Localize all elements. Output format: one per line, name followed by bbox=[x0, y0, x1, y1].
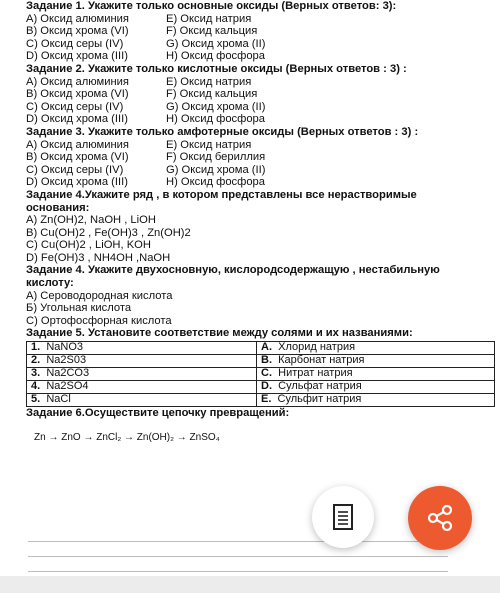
option: А) Оксид алюминия bbox=[26, 12, 129, 25]
table-cell: E. Сульфит натрия bbox=[257, 394, 495, 407]
option: Е) Оксид натрия bbox=[166, 12, 252, 25]
task-6 bbox=[26, 407, 496, 444]
option: H) Оксид фосфора bbox=[166, 113, 266, 126]
task-1 bbox=[26, 0, 496, 63]
share-icon bbox=[425, 503, 455, 533]
task-3-row bbox=[26, 176, 496, 189]
option: А) Оксид алюминия bbox=[26, 75, 129, 88]
option: С) Оксид серы (IV) bbox=[26, 163, 124, 176]
task-3-row bbox=[26, 164, 496, 177]
table-row bbox=[27, 368, 495, 381]
task-3-title: Задание 3. Укажите только амфотерные оксиды (Верных ответов : 3) : bbox=[26, 125, 419, 138]
table-row bbox=[27, 355, 495, 368]
task-1-row bbox=[26, 50, 496, 63]
option: F) Оксид бериллия bbox=[166, 151, 266, 164]
option: А) Сероводородная кислота bbox=[26, 289, 173, 302]
share-button[interactable] bbox=[408, 486, 472, 550]
task-4-bases bbox=[26, 189, 496, 265]
answer-line bbox=[28, 556, 448, 557]
table-row bbox=[27, 381, 495, 394]
conversion-chain: Zn → ZnO → ZnCl₂ → Zn(OH)₂ → ZnSO₄ bbox=[34, 431, 220, 443]
option: F) Оксид кальция bbox=[166, 88, 258, 101]
task-4-acid bbox=[26, 264, 496, 327]
task-2-title: Задание 2. Укажите только кислотные оксиды (Верных ответов : 3) : bbox=[26, 62, 407, 75]
table-cell: D. Сульфат натрия bbox=[257, 381, 495, 394]
option: G) Оксид хрома (II) bbox=[166, 37, 266, 50]
option: В) Оксид хрома (VI) bbox=[26, 151, 129, 164]
table-cell: 2. Na2S03 bbox=[27, 355, 257, 368]
option: A) Zn(OH)2, NaOH , LiOH bbox=[26, 214, 156, 227]
task-3-row bbox=[26, 139, 496, 152]
table-row bbox=[27, 394, 495, 407]
task-5-title: Задание 5. Установите соответствие между солями и их названиями: bbox=[26, 327, 413, 340]
task-4-bases-title: Задание 4.Укажите ряд , в котором представлены все нерастворимые основания: bbox=[26, 188, 417, 214]
option: H) Оксид фосфора bbox=[166, 176, 266, 189]
task-2-row bbox=[26, 113, 496, 126]
table-cell: 5. NaCl bbox=[27, 394, 257, 407]
task-2-row bbox=[26, 76, 496, 89]
task-1-row bbox=[26, 38, 496, 51]
answer-line bbox=[28, 541, 448, 542]
footer-bar bbox=[0, 576, 500, 593]
option: А) Оксид алюминия bbox=[26, 138, 129, 151]
task-2-row bbox=[26, 88, 496, 101]
option: В) Оксид хрома (VI) bbox=[26, 25, 129, 38]
option: F) Оксид кальция bbox=[166, 25, 258, 38]
table-cell: B. Карбонат натрия bbox=[257, 355, 495, 368]
option: D) Fe(OH)3 , NH4OH ,NaOH bbox=[26, 251, 171, 264]
salts-table bbox=[26, 341, 495, 407]
option: С) Оксид серы (IV) bbox=[26, 100, 124, 113]
table-cell: 3. Na2CO3 bbox=[27, 368, 257, 381]
task-3-row bbox=[26, 151, 496, 164]
option: С) Оксид серы (IV) bbox=[26, 37, 124, 50]
table-cell: C. Нитрат натрия bbox=[257, 368, 495, 381]
option: В) Оксид хрома (VI) bbox=[26, 88, 129, 101]
task-4-acid-title: Задание 4. Укажите двухосновную, кислородсодержащую , нестабильную кислоту: bbox=[26, 264, 440, 290]
option: H) Оксид фосфора bbox=[166, 50, 266, 63]
option: C) Cu(OH)2 , LiOH, KOH bbox=[26, 239, 151, 252]
table-row bbox=[27, 342, 495, 355]
option: Е) Оксид натрия bbox=[166, 75, 252, 88]
option: G) Оксид хрома (II) bbox=[166, 100, 266, 113]
option: D) Оксид хрома (III) bbox=[26, 50, 128, 63]
document-icon bbox=[332, 503, 354, 531]
table-cell: A. Хлорид натрия bbox=[257, 342, 495, 355]
option: Б) Угольная кислота bbox=[26, 302, 132, 315]
task-1-row bbox=[26, 25, 496, 38]
document bbox=[26, 0, 496, 444]
document-button[interactable] bbox=[312, 486, 374, 548]
task-1-title: Задание 1. Укажите только основные оксиды (Верных ответов: 3): bbox=[26, 0, 397, 12]
task-5 bbox=[26, 327, 496, 407]
table-cell: 4. Na2SO4 bbox=[27, 381, 257, 394]
task-3 bbox=[26, 126, 496, 189]
option: Е) Оксид натрия bbox=[166, 138, 252, 151]
task-2 bbox=[26, 63, 496, 126]
task-2-row bbox=[26, 101, 496, 114]
table-cell: 1. NaNO3 bbox=[27, 342, 257, 355]
option: G) Оксид хрома (II) bbox=[166, 163, 266, 176]
answer-line bbox=[28, 571, 448, 572]
option: D) Оксид хрома (III) bbox=[26, 113, 128, 126]
option: С) Ортофосфорная кислота bbox=[26, 314, 172, 327]
task-6-title: Задание 6.Осуществите цепочку превращений: bbox=[26, 407, 290, 420]
task-1-row bbox=[26, 13, 496, 26]
option: D) Оксид хрома (III) bbox=[26, 176, 128, 189]
option: B) Cu(OH)2 , Fe(OH)3 , Zn(OH)2 bbox=[26, 226, 191, 239]
